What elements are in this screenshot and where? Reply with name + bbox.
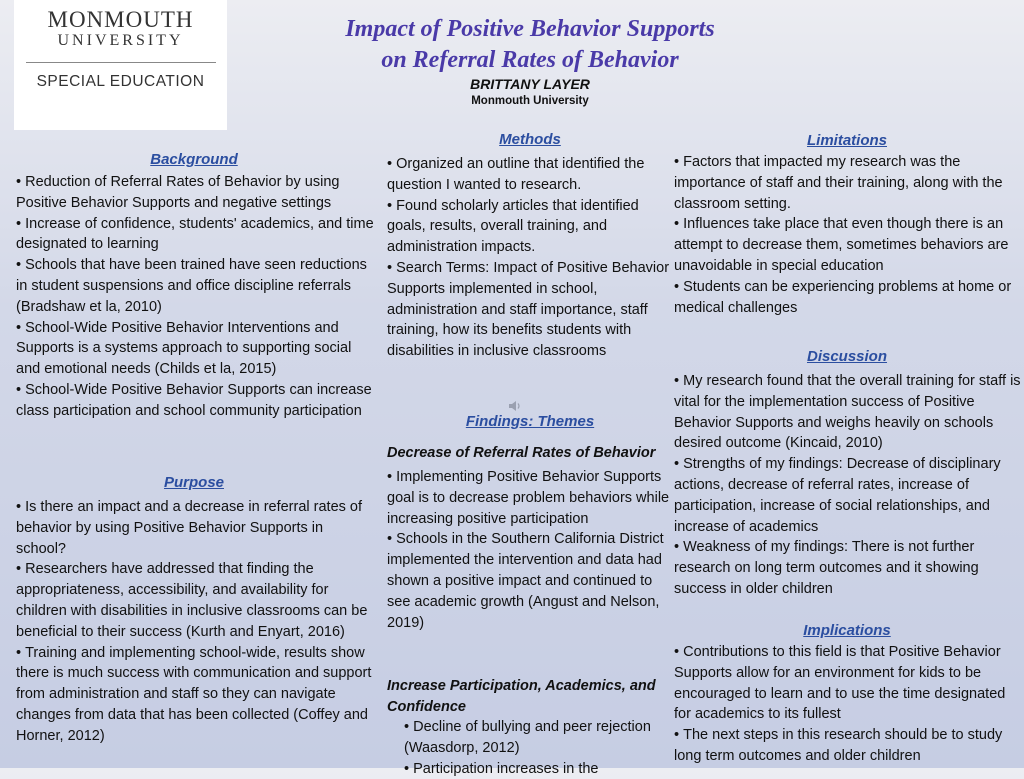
methods-heading: Methods <box>499 131 561 148</box>
purpose-heading: Purpose <box>163 474 224 491</box>
author-affiliation: Monmouth University <box>471 95 589 107</box>
bullet-item: • Researchers have addressed that finding the appropriateness, accessibility, and availability for children with disabilities in inclusive classrooms can be beneficial to their success (Kurth and Enyart, 2016) <box>16 559 376 642</box>
bullet-item: • Training and implementing school-wide, results show there is much success with communication and support from administration and staff so they can navigate changes from data that has been collected (Coffey and Horner, 2012) <box>16 643 376 747</box>
bullet-item: • Factors that impacted my research was the importance of staff and their training, along with the classroom setting. <box>674 152 1022 214</box>
logo-line-1: MONMOUTH <box>47 7 194 32</box>
bullet-item: • Decline of bullying and peer rejection (Waasdorp, 2012) <box>390 717 675 759</box>
bullet-item: • Influences take place that even though there is an attempt to decrease them, sometimes behaviors are unavoidable in special education <box>674 214 1022 276</box>
logo-line-2: UNIVERSITY <box>57 32 184 49</box>
university-logo <box>14 0 227 130</box>
implications-heading: Implications <box>803 622 891 639</box>
bullet-item: • School-Wide Positive Behavior Supports can increase class participation and school community participation <box>16 380 376 422</box>
bullet-item: • Schools that have been trained have seen reductions in student suspensions and office discipline referrals (Bradshaw et la, 2010) <box>16 255 376 317</box>
logo-line-3: SPECIAL EDUCATION <box>36 73 205 90</box>
speaker-icon[interactable] <box>508 399 522 413</box>
bullet-item: • Reduction of Referral Rates of Behavior by using Positive Behavior Supports and negative settings <box>16 172 376 214</box>
bullet-item: • Strengths of my findings: Decrease of disciplinary actions, decrease of referral rates, increase of participation, increase of social relationships, and increase of academics <box>674 454 1022 537</box>
bullet-item: • Organized an outline that identified the question I wanted to research. <box>387 154 672 196</box>
discussion-heading: Discussion <box>806 348 888 365</box>
poster-title <box>300 14 760 76</box>
bullet-item: • School-Wide Positive Behavior Interventions and Supports is a systems approach to supporting social and emotional needs (Childs et la, 2015) <box>16 318 376 380</box>
implications-list <box>674 642 1022 767</box>
bullet-item: • Is there an impact and a decrease in referral rates of behavior by using Positive Behavior Supports in school? <box>16 497 376 559</box>
author-name: BRITTANY LAYER <box>470 76 590 92</box>
findings-theme-2-list <box>390 717 675 779</box>
findings-theme-1-title: Decrease of Referral Rates of Behavior <box>387 445 656 461</box>
limitations-heading: Limitations <box>806 132 887 149</box>
bullet-item: • Weakness of my findings: There is not further research on long term outcomes and it showing success in older children <box>674 537 1022 599</box>
findings-theme-2-title: Increase Participation, Academics, and Confidence <box>387 678 656 715</box>
background-heading: Background <box>150 151 238 168</box>
title-line-1: Impact of Positive Behavior Supports <box>345 16 715 42</box>
discussion-list <box>674 371 1022 600</box>
logo-divider <box>26 62 216 63</box>
methods-list <box>387 154 672 362</box>
bullet-item: • The next steps in this research should be to study long term outcomes and older children <box>674 725 1022 767</box>
bullet-item: • Found scholarly articles that identified goals, results, overall training, and administration impacts. <box>387 196 672 258</box>
bullet-item: • Search Terms: Impact of Positive Behavior Supports implemented in school, administration and staff importance, staff training, how its benefits students with disabilities in inclusive classrooms <box>387 258 672 362</box>
findings-theme-1-list <box>387 467 672 633</box>
limitations-list <box>674 152 1022 318</box>
bullet-item: • Contributions to this field is that Positive Behavior Supports allow for an environment for kids to be encouraged to learn and to use the time designated for academics to its fullest <box>674 642 1022 725</box>
findings-heading: Findings: Themes <box>465 413 595 430</box>
bullet-item: • Schools in the Southern California District implemented the intervention and data had shown a positive impact and continued to see academic growth (Angust and Nelson, 2019) <box>387 529 672 633</box>
bullet-item: • My research found that the overall training for staff is vital for the implementation success of Positive Behavior Supports and weighs heavily on schools desired outcome (Kincaid, 2010) <box>674 371 1022 454</box>
bullet-item: • Increase of confidence, students' academics, and time designated to learning <box>16 214 376 256</box>
bullet-item: • Participation increases in the <box>390 759 675 779</box>
purpose-list <box>16 497 376 747</box>
bullet-item: • Implementing Positive Behavior Supports goal is to decrease problem behaviors while increasing positive participation <box>387 467 672 529</box>
background-list <box>16 172 376 422</box>
title-line-2: on Referral Rates of Behavior <box>381 47 679 73</box>
bullet-item: • Students can be experiencing problems at home or medical challenges <box>674 277 1022 319</box>
